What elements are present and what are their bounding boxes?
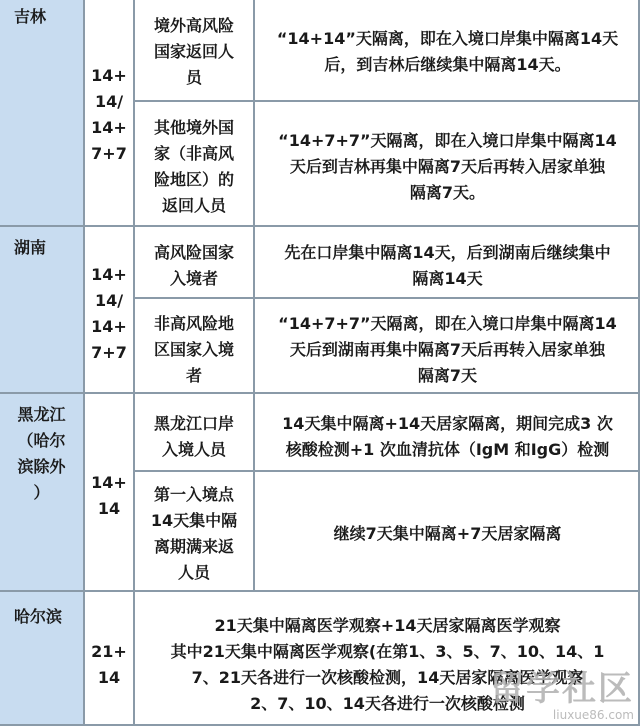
grid-line — [135, 470, 640, 472]
province-hunan: 湖南 — [0, 227, 83, 392]
policy-cell: 继续7天集中隔离+7天居家隔离 — [333, 524, 562, 543]
category-cell: 境外高风险 国家返回人 员 — [153, 16, 234, 87]
grid-line — [135, 100, 640, 102]
policy-cell: “14+7+7”天隔离，即在入境口岸集中隔离14 天后到吉林再集中隔离7天后再转入居家单独 隔离7天。 — [278, 130, 617, 202]
grid-line — [83, 0, 85, 726]
watermark-url: liuxue86.com — [552, 708, 634, 722]
grid-line — [135, 297, 640, 299]
grid-line — [0, 392, 640, 394]
days-jilin: 14+ 14/ 14+ 7+7 — [91, 65, 127, 163]
category-cell: 黑龙江口岸 入境人员 — [153, 414, 234, 459]
days-heilongjiang: 14+ 14 — [91, 473, 127, 518]
province-jilin: 吉林 — [0, 0, 83, 225]
policy-cell: 14天集中隔离+14天居家隔离，期间完成3 次 核酸检测+1 次血清抗体（IgM 和IgG）检测 — [282, 414, 613, 459]
category-cell: 非高风险地 区国家入境 者 — [153, 313, 234, 385]
category-cell: 其他境外国 家（非高风 险地区）的 返回人员 — [153, 117, 234, 215]
grid-line — [133, 0, 135, 726]
policy-cell: 先在口岸集中隔离14天，后到湖南后继续集中 隔离14天 — [284, 243, 611, 288]
category-cell: 高风险国家 入境者 — [153, 243, 234, 288]
watermark-text: 留学社区 — [490, 669, 634, 709]
policy-cell-harbin: 21天集中隔离医学观察+14天居家隔离医学观察 其中21天集中隔离医学观察(在第1、3、5、7、10、14、1 7、21天各进行一次核酸检测，14天居家隔离医学观察 2、7、10、14天各进行一次核酸检测 — [170, 616, 605, 713]
policy-cell: “14+7+7”天隔离，即在入境口岸集中隔离14 天后到湖南再集中隔离7天后再转入居家单独 隔离7天 — [278, 313, 617, 385]
province-harbin: 哈尔滨 — [0, 592, 83, 726]
policy-cell: “14+14”天隔离，即在入境口岸集中隔离14天 后，到吉林后继续集中隔离14天。 — [276, 29, 619, 74]
watermark — [490, 670, 634, 722]
province-heilongjiang: 黑龙江 （哈尔 滨除外 ） — [0, 394, 83, 590]
grid-line — [0, 590, 640, 592]
category-cell: 第一入境点 14天集中隔 离期满来返 人员 — [150, 485, 238, 582]
grid-line — [253, 0, 255, 590]
days-hunan: 14+ 14/ 14+ 7+7 — [91, 264, 127, 362]
grid-line — [0, 225, 640, 227]
days-harbin: 21+ 14 — [91, 642, 127, 687]
